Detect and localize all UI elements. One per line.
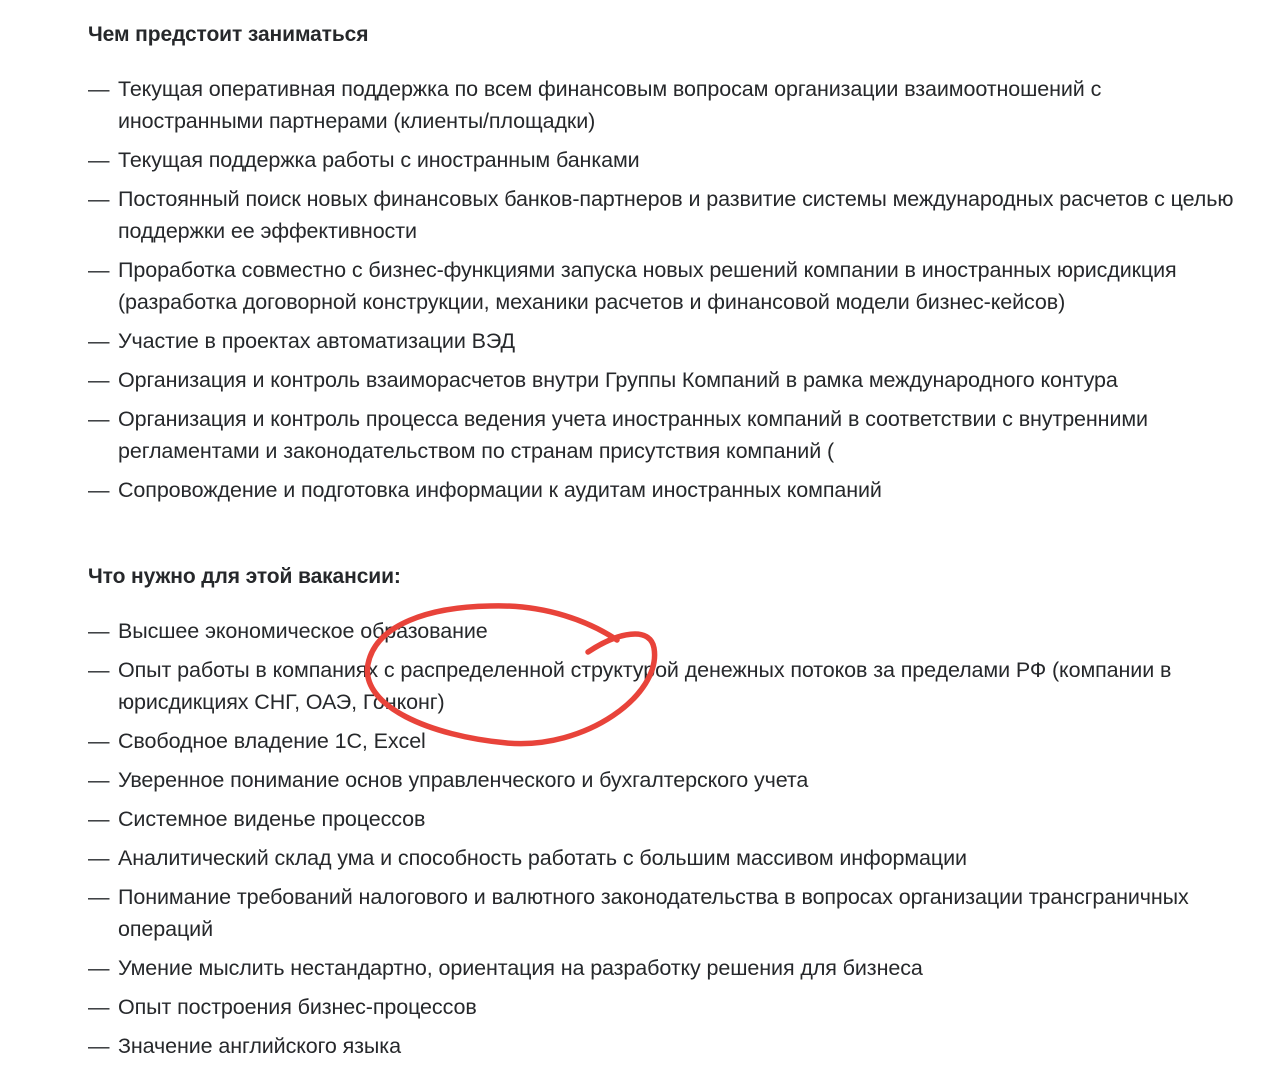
requirement-item xyxy=(88,615,1248,647)
list-dash: — xyxy=(88,148,110,172)
section-title-duties: Чем предстоит заниматься xyxy=(88,23,369,46)
list-item-text: Системное виденье процессов xyxy=(118,807,426,831)
duties-list xyxy=(88,73,1248,513)
requirements-list xyxy=(88,615,1248,1069)
list-dash: — xyxy=(88,995,110,1019)
duty-item xyxy=(88,364,1248,396)
list-dash: — xyxy=(88,658,110,682)
duty-item xyxy=(88,474,1248,506)
list-item-text: Опыт работы в компаниях с распределенной структурой денежных потоков за пределами РФ (компании в юрисдикциях СНГ, ОАЭ, Гонконг) xyxy=(118,658,1172,714)
list-dash: — xyxy=(88,885,110,909)
requirement-item xyxy=(88,725,1248,757)
list-item-text: Текущая поддержка работы с иностранным банками xyxy=(118,148,640,172)
list-item-text: Понимание требований налогового и валютного законодательства в вопросах организации трансграничных операций xyxy=(118,885,1189,941)
duty-item xyxy=(88,73,1248,137)
list-item-text: Постоянный поиск новых финансовых банков-партнеров и развитие системы международных расчетов с целью поддержки ее эффективности xyxy=(118,187,1234,243)
requirement-item xyxy=(88,654,1248,718)
list-item-text: Значение английского языка xyxy=(118,1034,401,1058)
list-dash: — xyxy=(88,258,110,282)
list-dash: — xyxy=(88,77,110,101)
list-item-text: Участие в проектах автоматизации ВЭД xyxy=(118,329,515,353)
duty-item xyxy=(88,144,1248,176)
list-dash: — xyxy=(88,729,110,753)
duty-item xyxy=(88,325,1248,357)
duty-item xyxy=(88,183,1248,247)
list-item-text: Проработка совместно с бизнес-функциями запуска новых решений компании в иностранных юрисдикция (разработка договорной конструкции, механики расчетов и финансовой модели бизнес-кейсов) xyxy=(118,258,1177,314)
list-dash: — xyxy=(88,329,110,353)
list-dash: — xyxy=(88,619,110,643)
list-item-text: Текущая оперативная поддержка по всем финансовым вопросам организации взаимоотношений с иностранными партнерами (клиенты/площадки) xyxy=(118,77,1102,133)
requirement-item xyxy=(88,803,1248,835)
list-item-text: Опыт построения бизнес-процессов xyxy=(118,995,477,1019)
duty-item xyxy=(88,254,1248,318)
section-title-requirements: Что нужно для этой вакансии: xyxy=(88,565,401,588)
list-item-text: Свободное владение 1С, Excel xyxy=(118,729,426,753)
requirement-item xyxy=(88,1030,1248,1062)
list-dash: — xyxy=(88,768,110,792)
list-dash: — xyxy=(88,846,110,870)
list-dash: — xyxy=(88,407,110,431)
list-dash: — xyxy=(88,368,110,392)
list-dash: — xyxy=(88,187,110,211)
list-item-text: Сопровождение и подготовка информации к аудитам иностранных компаний xyxy=(118,478,882,502)
requirement-item xyxy=(88,952,1248,984)
requirement-item xyxy=(88,842,1248,874)
list-dash: — xyxy=(88,956,110,980)
list-item-text: Уверенное понимание основ управленческого и бухгалтерского учета xyxy=(118,768,809,792)
list-dash: — xyxy=(88,478,110,502)
list-item-text: Организация и контроль процесса ведения учета иностранных компаний в соответствии с внутренними регламентами и законодательством по странам присутствия компаний ( xyxy=(118,407,1148,463)
list-item-text: Умение мыслить нестандартно, ориентация на разработку решения для бизнеса xyxy=(118,956,923,980)
list-dash: — xyxy=(88,807,110,831)
list-dash: — xyxy=(88,1034,110,1058)
list-item-text: Аналитический склад ума и способность работать с большим массивом информации xyxy=(118,846,967,870)
list-item-text: Высшее экономическое образование xyxy=(118,619,488,643)
requirement-item xyxy=(88,881,1248,945)
requirement-item xyxy=(88,764,1248,796)
requirement-item xyxy=(88,991,1248,1023)
list-item-text: Организация и контроль взаиморасчетов внутри Группы Компаний в рамка международного контура xyxy=(118,368,1118,392)
duty-item xyxy=(88,403,1248,467)
